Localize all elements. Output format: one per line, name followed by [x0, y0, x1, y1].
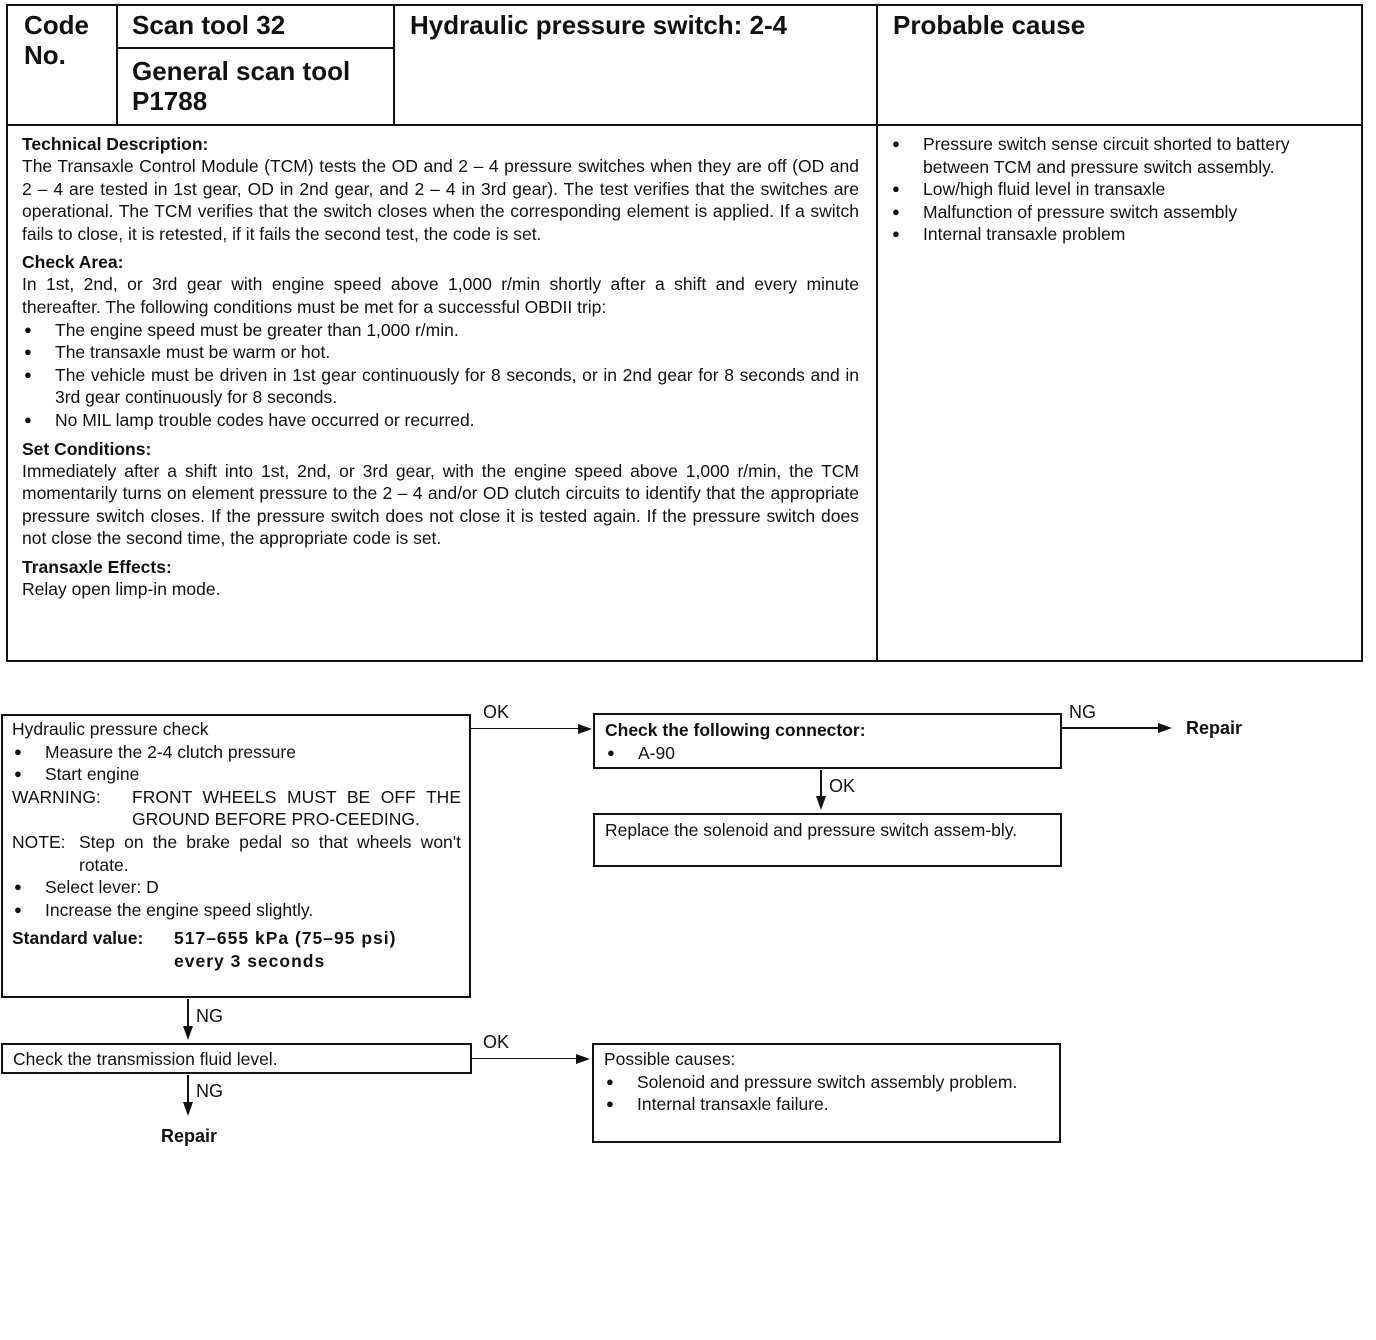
- arrow-head: [578, 724, 592, 734]
- list-item: ● Pressure switch sense circuit shorted to battery between TCM and pressure switch assembly.: [890, 133, 1350, 178]
- possible-causes-list: [604, 1071, 1049, 1116]
- arrow-line: [471, 728, 581, 729]
- note-label: NOTE:: [12, 831, 66, 852]
- table-divider: [116, 4, 118, 126]
- note-text: Step on the brake pedal so that wheels won't rotate.: [79, 831, 461, 875]
- ok-label: OK: [483, 702, 510, 722]
- list-item: ● No MIL lamp trouble codes have occurred or recurred.: [22, 409, 859, 432]
- warning-block: [12, 786, 461, 831]
- list-item: ● Internal transaxle problem: [890, 223, 1350, 246]
- probable-cause-header: Probable cause: [893, 10, 1086, 40]
- arrow-head: [816, 796, 826, 810]
- list-item: ● Measure the 2-4 clutch pressure: [12, 741, 461, 764]
- list-item: ● Select lever: D: [12, 876, 461, 899]
- replace-solenoid-text: Replace the solenoid and pressure switch assem-bly.: [605, 820, 1018, 840]
- ok-label: OK: [483, 1032, 510, 1052]
- arrow-head: [183, 1026, 193, 1040]
- arrow-head: [1158, 723, 1172, 733]
- table-divider: [393, 4, 395, 126]
- connector-check-box: [593, 713, 1062, 769]
- list-item: ● The transaxle must be warm or hot.: [22, 341, 859, 364]
- connector-list: [605, 742, 1050, 765]
- fluid-level-check-box: [1, 1043, 472, 1074]
- list-item: ● Malfunction of pressure switch assembly: [890, 201, 1350, 224]
- scan-tool-header: Scan tool 32: [132, 10, 286, 40]
- general-scan-tool-header: General scan tool P1788: [132, 56, 351, 116]
- fluid-level-check-text: Check the transmission fluid level.: [13, 1049, 278, 1069]
- list-item: ● A-90: [605, 742, 1050, 765]
- note-block: [12, 831, 461, 876]
- table-divider: [116, 47, 394, 49]
- ng-label: NG: [1069, 702, 1096, 722]
- ok-label: OK: [829, 776, 856, 796]
- arrow-head: [576, 1054, 590, 1064]
- check-area-text: In 1st, 2nd, or 3rd gear with engine speed above 1,000 r/min shortly after a shift and every minute thereafter. The following conditions must be met for a successful OBDII trip:: [22, 274, 859, 317]
- possible-causes-box: [592, 1043, 1061, 1143]
- probable-cause-list: [890, 133, 1350, 246]
- hydraulic-check-title: Hydraulic pressure check: [12, 719, 209, 739]
- set-conditions-text: Immediately after a shift into 1st, 2nd, or 3rd gear, with the engine speed above 1,000 r/min, the TCM momentarily turns on element pressure to the 2 – 4 and/or OD clutch circuits to identify that the appropriate pressure switch closes. If the pressure switch does not close it is tested again. If the pressure switch does not close the second time, the appropriate code is set.: [22, 460, 859, 549]
- hydraulic-pressure-check-box: [1, 714, 471, 998]
- transaxle-effects-title: Transaxle Effects:: [22, 556, 172, 577]
- code-no-header: Code No.: [24, 10, 89, 70]
- standard-value-interval: every 3 seconds: [174, 950, 326, 971]
- page-title: Hydraulic pressure switch: 2-4: [410, 10, 788, 40]
- warning-label: WARNING:: [12, 786, 101, 807]
- list-item: ● Low/high fluid level in transaxle: [890, 178, 1350, 201]
- technical-description-text: The Transaxle Control Module (TCM) tests the OD and 2 – 4 pressure switches when they are off (OD and 2 – 4 are tested in 1st gear, OD in 2nd gear, and 2 – 4 in 3rd gear). The test verifies that the switches are operational. The TCM verifies that the switch closes when the corresponding element is applied. If a switch fails to close, it is retested, if it fails the second test, the code is set.: [22, 156, 859, 244]
- technical-description-title: Technical Description:: [22, 134, 209, 154]
- arrow-line: [1062, 727, 1162, 729]
- arrow-line: [820, 770, 822, 798]
- description-column: [22, 133, 859, 601]
- ng-label: NG: [196, 1006, 223, 1026]
- hydraulic-steps-2: [12, 876, 461, 921]
- hydraulic-steps: [12, 741, 461, 786]
- standard-value-block: [12, 927, 461, 950]
- replace-solenoid-box: [593, 813, 1062, 867]
- arrow-line: [187, 1075, 189, 1103]
- repair-label: Repair: [161, 1126, 218, 1146]
- check-area-title: Check Area:: [22, 252, 124, 273]
- transaxle-effects-text: Relay open limp-in mode.: [22, 578, 221, 599]
- arrow-head: [183, 1102, 193, 1116]
- arrow-line: [187, 999, 189, 1027]
- check-area-list: [22, 319, 859, 432]
- ng-label: NG: [196, 1081, 223, 1101]
- repair-label: Repair: [1186, 718, 1243, 738]
- table-divider: [6, 124, 1363, 126]
- warning-text: FRONT WHEELS MUST BE OFF THE GROUND BEFORE PRO-CEEDING.: [132, 786, 461, 830]
- list-item: ● Start engine: [12, 763, 461, 786]
- table-divider: [876, 4, 878, 662]
- list-item: ● Increase the engine speed slightly.: [12, 899, 461, 922]
- list-item: ● The engine speed must be greater than 1,000 r/min.: [22, 319, 859, 342]
- list-item: ● Solenoid and pressure switch assembly problem.: [604, 1071, 1049, 1094]
- standard-value-label: Standard value:: [12, 928, 144, 949]
- list-item: ● Internal transaxle failure.: [604, 1093, 1049, 1116]
- set-conditions-title: Set Conditions:: [22, 438, 152, 459]
- possible-causes-title: Possible causes:: [604, 1049, 736, 1069]
- list-item: ● The vehicle must be driven in 1st gear continuously for 8 seconds, or in 2nd gear for 8 seconds and in 3rd gear continuously for 8 seconds.: [22, 364, 859, 409]
- connector-check-title: Check the following connector:: [605, 720, 866, 740]
- arrow-line: [472, 1058, 581, 1059]
- standard-value: 517–655 kPa (75–95 psi): [174, 928, 397, 949]
